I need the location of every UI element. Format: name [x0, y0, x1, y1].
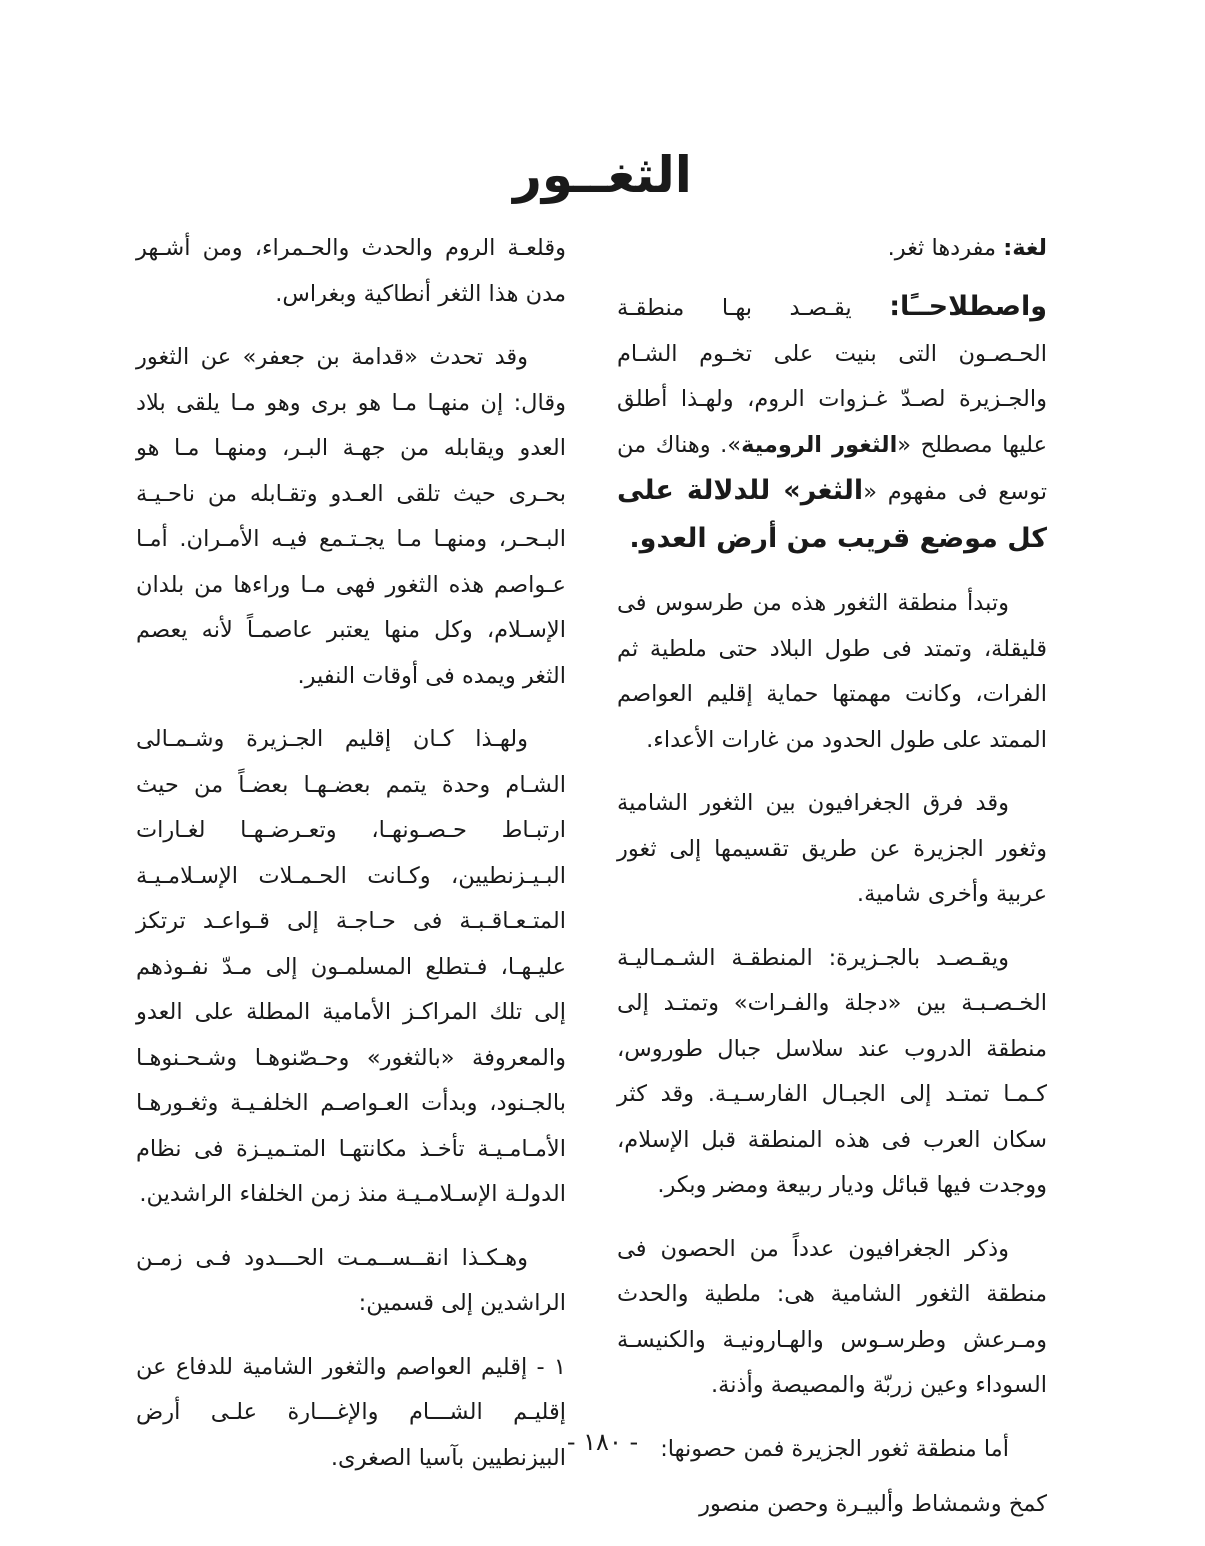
paragraph: وقد فرق الجغرافيون بين الثغور الشامية وثغور الجزيرة عن طريق تقسيمها إلى ثغور عربية وأخرى شامية. [617, 790, 1047, 907]
lugha-text: مفردها ثغر. [887, 235, 1004, 261]
page-number: - ١٨٠ - [566, 1428, 639, 1456]
istilah-text-3: » للدلالة على كل موضع قريب من أرض العدو. [617, 475, 1047, 554]
paragraph: أما منطقة ثغور الجزيرة فمن حصونها: [660, 1435, 1009, 1462]
paragraph: كمخ وشمشاط وألبيـرة وحصن منصور [699, 1491, 1047, 1517]
istilah-text-1: يقـصـد بهـا منطقـة الحـصـون التى بنيت على تخـوم الشـام والجـزيرة لصـدّ غـزوات الروم، ولهـذا أطلق عليها مصطلح « [617, 294, 1047, 458]
page-title: الثغــور [513, 146, 692, 204]
paragraph: وقلعـة الروم والحدث والحـمراء، ومن أشـهر مدن هذا الثغر أنطاكية وبغراس. [136, 235, 566, 307]
paragraph: وتبدأ منطقة الثغور هذه من طرسوس فى قليقلة، وتمتد فى طول البلاد حتى ملطية ثم الفرات، وكانت مهمتها حماية إقليم العواصم الممتد على طول الحدود من غارات الأعداء. [617, 590, 1047, 753]
paragraph: ويقـصـد بالجـزيرة: المنطقـة الشـمـاليـة الخـصـبـة بين «دجلة والفـرات» وتمتـد إلى منطقة الدروب عند سلاسل جبال طوروس، كـمـا تمتـد إلى الجبـال الفارسـيـة. وقد كثر سكان العرب فى هذه المنطقة قبل الإسلام، ووجدت فيها قبائل وديار ربيعة ومضر وبكر. [617, 944, 1047, 1198]
paragraph: وقد تحدث «قدامة بن جعفر» عن الثغور وقال: إن منهـا مـا هو برى وهو مـا يلقى بلاد العدو ويقابله من جهـة البـر، ومنهـا مـا هو بحـرى حيث تلقى العـدو وتقـابله من ناحـيـة البـحـر، ومنهـا مـا يجـتـمع فيـه الأمـران. أمـا عـواصم هذه الثغور فهى مـا وراءها من بلدان الإسـلام، وكل منها يعتبر عاصمـاً لأنه يعصم الثغر ويمده فى أوقات النفير. [136, 344, 566, 689]
istilah-term-1: الثغور الرومية [741, 431, 898, 458]
lugha-label: لغة: [1003, 235, 1047, 261]
definition-lugha [617, 226, 1047, 272]
left-column [136, 226, 566, 1499]
istilah-text-2: ». وهناك من توسع فى مفهوم « [617, 431, 1047, 505]
definition-istilah [617, 282, 1047, 564]
paragraph: ١ - إقليم العواصم والثغور الشامية للدفاع عن إقليـم الشـــام والإغـــارة علـى أرض البيزنطيين بآسيا الصغرى. [136, 1353, 566, 1471]
paragraph: ولهـذا كـان إقليم الجـزيرة وشـمـالى الشـام وحدة يتمم بعضـهـا بعضـاً من حيث ارتبـاط حـصـونهـا، وتعـرضـهـا لغـارات البـيـزنطيين، وكـانت الحـمـلات الإسـلامـيـة المتـعـاقـبـة فى حـاجـة إلى قـواعـد ترتكز عليـهـا، فـتطلع المسلمـون إلى مـدّ نفـوذهم إلى تلك المراكـز الأمامية المطلة على العدو والمعروفة «بالثغور» وحـصّنوهـا وشـحـنوهـا بالجـنود، وبدأت العـواصـم الخلفـيـة وثغـورهـا الأمـامـيـة تأخـذ مكانتهـا المتـميـزة فى نظام الدولـة الإسـلامـيـة منذ زمن الخلفاء الراشدين. [136, 726, 566, 1207]
istilah-term-2: الثغر [800, 475, 864, 506]
paragraph: وذكر الجغرافيون عدداً من الحصون فى منطقة الثغور الشامية هى: ملطية والحدث ومـرعش وطرسـوس والهـارونيـة والكنيسـة السوداء وعين زربّة والمصيصة وأذنة. [617, 1235, 1047, 1398]
paragraph: وهـكـذا انقــســمـت الحـــدود فـى زمـن الراشدين إلى قسمين: [136, 1244, 566, 1316]
istilah-label: واصطلاحــًا: [889, 290, 1047, 322]
right-column [617, 226, 1047, 1546]
